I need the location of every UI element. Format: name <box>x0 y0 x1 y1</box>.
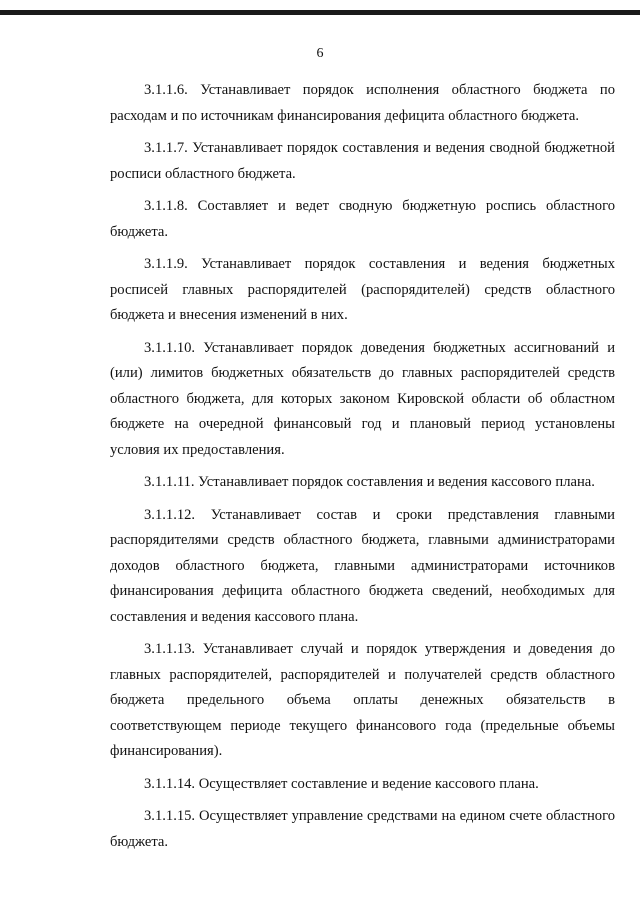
page-number: 6 <box>316 46 324 61</box>
paragraph-3-1-1-6: 3.1.1.6. Устанавливает порядок исполнения областного бюджета по расходам и по источникам финансирования дефицита областного бюджета. <box>110 82 615 124</box>
paragraph-3-1-1-7: 3.1.1.7. Устанавливает порядок составления и ведения сводной бюджетной росписи областного бюджета. <box>110 140 615 182</box>
paragraph-3-1-1-11: 3.1.1.11. Устанавливает порядок составления и ведения кассового плана. <box>144 474 595 490</box>
paragraph-3-1-1-13: 3.1.1.13. Устанавливает случай и порядок утверждения и доведения до главных распорядителей, распорядителей и получателей средств областного бюджета предельного объема оплаты денежных обязательств в соответствующем периоде текущего финансового года (предельные объемы финансирования). <box>110 641 615 759</box>
paragraph-3-1-1-15: 3.1.1.15. Осуществляет управление средствами на едином счете областного бюджета. <box>110 808 615 850</box>
paragraph-3-1-1-9: 3.1.1.9. Устанавливает порядок составления и ведения бюджетных росписей главных распорядителей (распорядителей) средств областного бюджета и внесения изменений в них. <box>110 256 615 323</box>
document-body <box>110 78 615 862</box>
paragraph-3-1-1-12: 3.1.1.12. Устанавливает состав и сроки представления главными распорядителями средств областного бюджета, главными администраторами доходов областного бюджета, главными администраторами источников финансирования дефицита областного бюджета сведений, необходимых для составления и ведения кассового плана. <box>110 506 615 625</box>
paragraph-3-1-1-14: 3.1.1.14. Осуществляет составление и ведение кассового плана. <box>144 775 539 792</box>
paragraph-3-1-1-10: 3.1.1.10. Устанавливает порядок доведения бюджетных ассигнований и (или) лимитов бюджетных обязательств до главных распорядителей средств областного бюджета, для которых законом Кировской области об областном бюджете на очередной финансовый год и плановый период установлены условия их предоставления. <box>110 339 615 458</box>
top-border-line <box>0 10 640 15</box>
paragraph-3-1-1-8: 3.1.1.8. Составляет и ведет сводную бюджетную роспись областного бюджета. <box>110 198 615 240</box>
